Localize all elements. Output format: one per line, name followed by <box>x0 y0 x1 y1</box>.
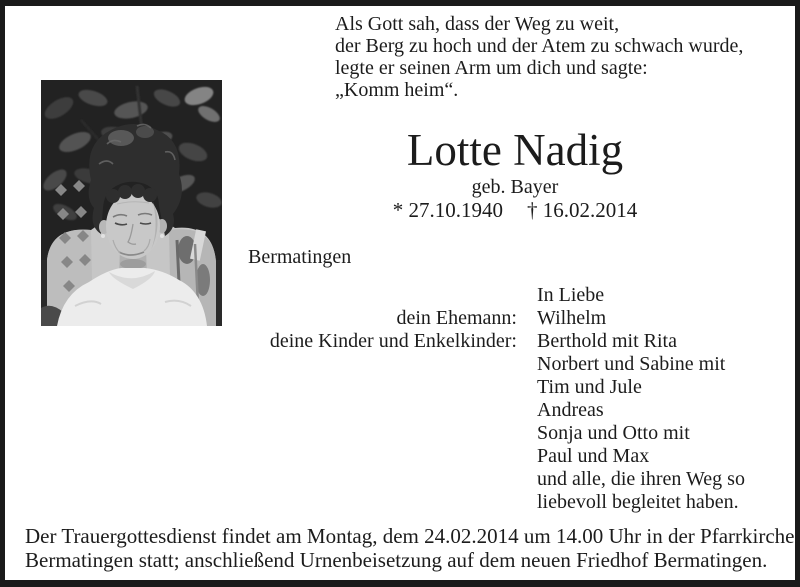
family-role-label <box>245 353 517 376</box>
deceased-name-block <box>340 126 690 222</box>
family-role-label <box>245 399 517 422</box>
deceased-name: Lotte Nadig <box>406 125 624 175</box>
maiden-name: geb. Bayer <box>471 176 559 198</box>
family-row <box>245 445 745 468</box>
place-name: Bermatingen <box>248 246 352 268</box>
family-names: Andreas <box>537 399 604 421</box>
life-dates <box>340 199 690 222</box>
portrait-photo <box>41 80 222 326</box>
family-names: In Liebe <box>537 284 605 306</box>
family-role-label <box>245 422 517 445</box>
family-row <box>245 491 745 514</box>
family-row <box>245 468 745 491</box>
family-row <box>245 307 745 330</box>
family-names: Sonja und Otto mit <box>537 422 690 444</box>
family-names: Berthold mit Rita <box>537 330 677 352</box>
family-names: Tim und Jule <box>537 376 642 398</box>
poem <box>335 13 743 101</box>
family-role-label <box>245 284 517 307</box>
family-row <box>245 330 745 353</box>
poem-line: der Berg zu hoch und der Atem zu schwach wurde, <box>335 35 744 57</box>
family-row <box>245 376 745 399</box>
family-role-label <box>245 491 517 514</box>
service-information-line: Der Trauergottesdienst findet am Montag, dem 24.02.2014 um 14.00 Uhr in der Pfarrkirche <box>25 524 795 548</box>
family-row <box>245 353 745 376</box>
service-information-line: Bermatingen statt; anschließend Urnenbeisetzung auf dem neuen Friedhof Bermatingen. <box>25 548 768 572</box>
family-role-label: deine Kinder und Enkelkinder: <box>269 330 517 352</box>
family-list <box>245 284 745 514</box>
portrait-photo-illustration <box>41 80 222 326</box>
poem-line: Als Gott sah, dass der Weg zu weit, <box>335 13 620 35</box>
death-date: † 16.02.2014 <box>527 198 638 222</box>
family-names: liebevoll begleitet haben. <box>537 491 739 513</box>
family-role-label <box>245 376 517 399</box>
poem-line: „Komm heim“. <box>335 79 459 101</box>
family-role-label <box>245 445 517 468</box>
family-names: Norbert und Sabine mit <box>537 353 726 375</box>
family-row <box>245 422 745 445</box>
family-role-label <box>245 468 517 491</box>
family-row <box>245 399 745 422</box>
birth-date: * 27.10.1940 <box>392 198 503 222</box>
family-row <box>245 284 745 307</box>
poem-line: legte er seinen Arm um dich und sagte: <box>335 57 648 79</box>
family-names: und alle, die ihren Weg so <box>537 468 745 490</box>
family-names: Paul und Max <box>537 445 650 467</box>
family-names: Wilhelm <box>537 307 607 329</box>
family-role-label: dein Ehemann: <box>396 307 517 329</box>
service-information <box>25 524 794 572</box>
